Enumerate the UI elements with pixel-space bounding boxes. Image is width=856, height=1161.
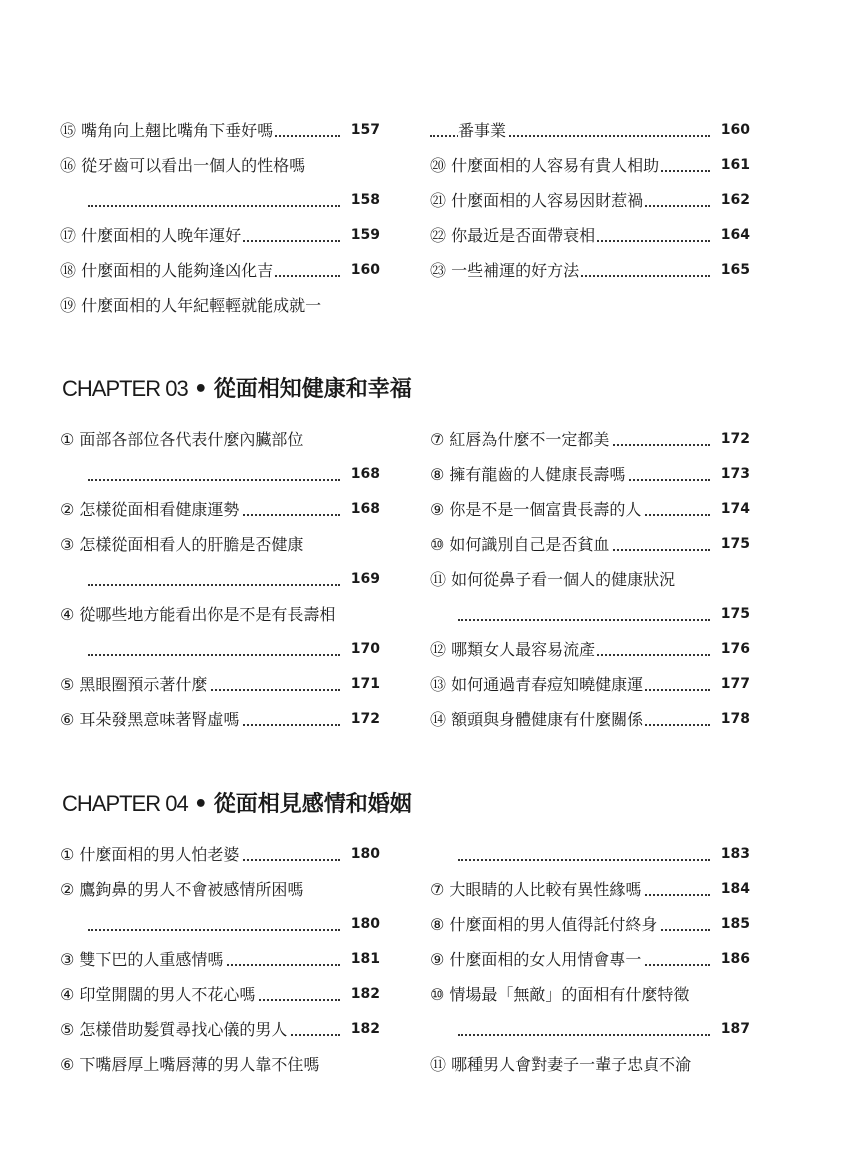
toc-entry-page: 175	[718, 597, 750, 632]
toc-entry-title: ⑧ 擁有龍齒的人健康長壽嗎	[430, 465, 626, 484]
toc-entry-leader	[88, 584, 340, 586]
toc-entry-title: ⑮ 嘴角向上翹比嘴角下垂好嗎	[60, 121, 274, 140]
toc-entry-page: 157	[348, 113, 380, 148]
toc-entry-leader	[88, 205, 340, 207]
toc-entry-page: 182	[348, 977, 380, 1012]
toc-entry	[430, 942, 750, 977]
toc-entry-page: 184	[718, 872, 750, 907]
toc-entry	[430, 667, 750, 702]
toc-entry	[430, 597, 750, 632]
toc-entry	[430, 113, 750, 148]
toc-entry-title: ② 鷹鉤鼻的男人不會被感情所困嗎	[60, 880, 304, 899]
chapter-03-label: CHAPTER 03	[62, 376, 188, 401]
toc-entry-leader	[458, 859, 710, 861]
toc-entry-leader	[458, 619, 710, 621]
chapter-04-label: CHAPTER 04	[62, 791, 188, 816]
toc-entry-title: ⑱ 什麼面相的人能夠逢凶化吉	[60, 261, 274, 280]
toc-entry-page: 168	[348, 492, 380, 527]
toc-entry-title: ⑩ 情場最「無敵」的面相有什麼特徵	[430, 985, 690, 1004]
toc-entry	[60, 148, 380, 183]
toc-entry	[60, 702, 380, 737]
toc-entry-page: 165	[718, 253, 750, 288]
toc-entry-page: 186	[718, 942, 750, 977]
toc-entry-page: 185	[718, 907, 750, 942]
toc-col-c4-left	[60, 837, 380, 1082]
toc-entry	[60, 667, 380, 702]
toc-entry-title: ⑨ 什麼面相的女人用情會專一	[430, 950, 642, 969]
toc-entry	[60, 837, 380, 872]
toc-entry	[60, 527, 380, 562]
toc-entry-page: 159	[348, 218, 380, 253]
toc-entry	[430, 702, 750, 737]
toc-entry	[430, 253, 750, 288]
toc-entry-title: ④ 印堂開闊的男人不花心嗎	[60, 985, 256, 1004]
toc-entry-page: 171	[348, 667, 380, 702]
toc-entry	[430, 183, 750, 218]
chapter-03-heading	[62, 372, 412, 403]
toc-entry-title: ⑨ 你是不是一個富貴長壽的人	[430, 500, 642, 519]
toc-entry-title: ⑪ 哪種男人會對妻子一輩子忠貞不渝	[430, 1055, 692, 1074]
toc-entry-page: 172	[718, 422, 750, 457]
toc-col-c3-left	[60, 422, 380, 737]
toc-entry	[60, 1012, 380, 1047]
toc-entry-page: 176	[718, 632, 750, 667]
toc-entry-leader	[88, 929, 340, 931]
toc-entry	[430, 632, 750, 667]
toc-entry	[430, 562, 750, 597]
toc-entry	[60, 422, 380, 457]
toc-entry	[60, 113, 380, 148]
toc-entry	[60, 597, 380, 632]
toc-entry-page: 187	[718, 1012, 750, 1047]
toc-entry	[60, 253, 380, 288]
toc-entry	[60, 977, 380, 1012]
toc-entry-title: ① 面部各部位各代表什麼內臟部位	[60, 430, 304, 449]
toc-entry-page: 183	[718, 837, 750, 872]
toc-entry	[430, 907, 750, 942]
toc-entry	[430, 872, 750, 907]
chapter-03-bullet: •	[193, 377, 208, 402]
toc-entry	[430, 1012, 750, 1047]
toc-entry	[60, 218, 380, 253]
toc-entry-title: ⑪ 如何從鼻子看一個人的健康狀況	[430, 570, 676, 589]
toc-entry-page: 180	[348, 907, 380, 942]
toc-entry-title: ⑳ 什麼面相的人容易有貴人相助	[430, 156, 660, 175]
toc-entry-page: 178	[718, 702, 750, 737]
toc-entry	[60, 1047, 380, 1082]
toc-entry-title: ① 什麼面相的男人怕老婆	[60, 845, 240, 864]
toc-entry-title: ⑫ 哪類女人最容易流產	[430, 640, 596, 659]
toc-entry	[60, 562, 380, 597]
toc-col-s1-right	[430, 113, 750, 288]
toc-entry	[430, 457, 750, 492]
toc-entry-page: 182	[348, 1012, 380, 1047]
toc-entry	[430, 218, 750, 253]
toc-entry-title: ⑧ 什麼面相的男人值得託付終身	[430, 915, 658, 934]
toc-entry	[60, 942, 380, 977]
toc-entry-page: 181	[348, 942, 380, 977]
toc-entry-page: 164	[718, 218, 750, 253]
toc-entry-title: ⑥ 耳朵發黑意味著腎虛嗎	[60, 710, 240, 729]
toc-entry	[430, 977, 750, 1012]
toc-entry-title: ⑲ 什麼面相的人年紀輕輕就能成就一	[60, 296, 322, 315]
toc-entry-title: ③ 雙下巴的人重感情嗎	[60, 950, 224, 969]
toc-entry-title: ⑦ 紅唇為什麼不一定都美	[430, 430, 610, 449]
toc-col-c4-right	[430, 837, 750, 1082]
toc-entry-page: 168	[348, 457, 380, 492]
toc-entry	[430, 422, 750, 457]
toc-entry-title: ㉑ 什麼面相的人容易因財惹禍	[430, 191, 644, 210]
toc-entry-title: ⑬ 如何通過青春痘知曉健康運	[430, 675, 644, 694]
toc-entry-title: ③ 怎樣從面相看人的肝膽是否健康	[60, 535, 304, 554]
toc-entry	[430, 1047, 750, 1082]
toc-entry-title: ㉒ 你最近是否面帶衰相	[430, 226, 596, 245]
toc-entry-title: ④ 從哪些地方能看出你是不是有長壽相	[60, 605, 336, 624]
toc-entry-title: 番事業	[458, 121, 507, 140]
toc-entry-page: 161	[718, 148, 750, 183]
toc-col-s1-left	[60, 113, 380, 323]
toc-entry-leader	[458, 1034, 710, 1036]
toc-entry	[60, 288, 380, 323]
toc-entry	[60, 872, 380, 907]
toc-entry-leader	[88, 654, 340, 656]
toc-entry-page: 175	[718, 527, 750, 562]
toc-entry	[430, 492, 750, 527]
toc-entry-page: 169	[348, 562, 380, 597]
chapter-04-title: 從面相見感情和婚姻	[213, 791, 412, 817]
toc-entry-title: ⑭ 額頭與身體健康有什麼關係	[430, 710, 644, 729]
toc-entry-page: 172	[348, 702, 380, 737]
toc-entry	[60, 492, 380, 527]
toc-entry-title: ⑰ 什麼面相的人晚年運好	[60, 226, 242, 245]
toc-entry-page: 160	[718, 113, 750, 148]
toc-entry	[60, 632, 380, 667]
chapter-04-heading	[62, 787, 412, 818]
toc-entry-page: 160	[348, 253, 380, 288]
toc-entry-page: 170	[348, 632, 380, 667]
toc-entry	[60, 457, 380, 492]
toc-entry-title: ㉓ 一些補運的好方法	[430, 261, 580, 280]
chapter-03-title: 從面相知健康和幸福	[213, 376, 412, 402]
toc-entry	[430, 837, 750, 872]
toc-col-c3-right	[430, 422, 750, 737]
toc-entry-page: 158	[348, 183, 380, 218]
toc-entry-title: ⑩ 如何識別自己是否貧血	[430, 535, 610, 554]
chapter-04-bullet: •	[193, 792, 208, 817]
toc-entry-page: 173	[718, 457, 750, 492]
toc-entry	[430, 527, 750, 562]
toc-entry-title: ⑤ 怎樣借助髮質尋找心儀的男人	[60, 1020, 288, 1039]
toc-entry-title: ⑯ 從牙齒可以看出一個人的性格嗎	[60, 156, 306, 175]
toc-entry-title: ⑦ 大眼睛的人比較有異性緣嗎	[430, 880, 642, 899]
toc-entry-page: 177	[718, 667, 750, 702]
toc-entry-title: ⑤ 黑眼圈預示著什麼	[60, 675, 208, 694]
toc-entry	[60, 907, 380, 942]
toc-entry-page: 174	[718, 492, 750, 527]
toc-entry	[430, 148, 750, 183]
toc-entry-title: ⑥ 下嘴唇厚上嘴唇薄的男人靠不住嗎	[60, 1055, 320, 1074]
toc-entry-page: 180	[348, 837, 380, 872]
toc-entry-title: ② 怎樣從面相看健康運勢	[60, 500, 240, 519]
toc-entry-leader	[88, 479, 340, 481]
toc-entry	[60, 183, 380, 218]
toc-entry-page: 162	[718, 183, 750, 218]
